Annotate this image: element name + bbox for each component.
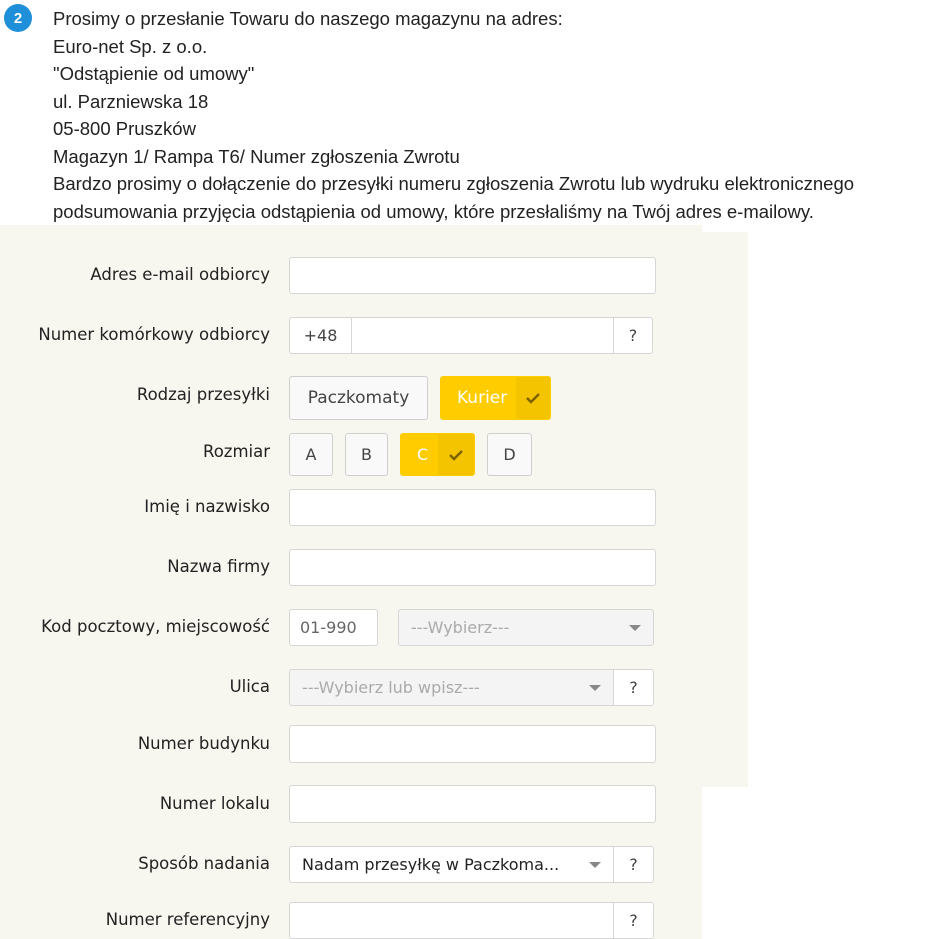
size-option-c-label: C [417,445,429,464]
reference-help-button[interactable]: ? [613,902,654,939]
row-postal [0,609,748,646]
row-email [0,257,748,294]
city-select-placeholder: ---Wybierz--- [411,618,510,637]
row-apartment [0,785,748,823]
email-input[interactable] [289,257,656,294]
street-select[interactable] [289,669,614,706]
return-instructions [53,5,933,225]
row-name [0,489,748,526]
instruction-line: Prosimy o przesłanie Towaru do naszego magazynu na adres: [53,8,563,29]
postal-code-input[interactable]: 01-990 [289,609,378,646]
send-method-value: Nadam przesyłkę w Paczkoma... [302,855,560,874]
row-shipment-type [0,376,748,420]
shipment-type-label: Rodzaj przesyłki [136,385,270,404]
instruction-line: podsumowania przyjęcia odstąpienia od umowy, które przesłaliśmy na Twój adres e-mailowy. [53,200,814,222]
step-badge: 2 [4,4,32,32]
option-paczkomaty[interactable]: Paczkomaty [289,376,428,420]
send-method-label: Sposób nadania [138,854,270,873]
size-label: Rozmiar [202,442,270,461]
apartment-number-input[interactable] [289,785,656,823]
send-method-select[interactable] [289,846,614,883]
check-icon [516,377,550,419]
row-reference [0,902,748,939]
phone-label: Numer komórkowy odbiorcy [38,325,270,344]
street-label: Ulica [229,677,270,696]
company-input[interactable] [289,549,656,586]
email-label: Adres e-mail odbiorcy [90,265,270,284]
phone-help-button[interactable]: ? [613,317,653,354]
row-building [0,725,748,763]
instruction-line: ul. Parzniewska 18 [53,90,209,112]
phone-input[interactable] [351,317,614,354]
row-street [0,669,748,706]
phone-prefix: +48 [289,317,352,354]
postal-label: Kod pocztowy, miejscowość [41,617,270,636]
chevron-down-icon [629,625,641,631]
instruction-line: Bardzo prosimy o dołączenie do przesyłki numeru zgłoszenia Zwrotu lub wydruku elektronicznego [53,173,855,194]
size-option-a[interactable]: A [289,433,333,476]
name-label: Imię i nazwisko [144,497,270,516]
building-number-input[interactable] [289,725,656,763]
instruction-line: Euro-net Sp. z o.o. [53,35,208,57]
instruction-line: 05-800 Pruszków [53,118,196,139]
instruction-line: "Odstąpienie od umowy" [53,63,255,84]
apartment-label: Numer lokalu [159,794,270,813]
row-send-method [0,846,748,883]
row-company [0,549,748,586]
instruction-line: Magazyn 1/ Rampa T6/ Numer zgłoszenia Zwrotu [53,145,460,167]
size-option-b[interactable]: B [345,433,388,476]
street-select-placeholder: ---Wybierz lub wpisz--- [302,678,480,697]
street-help-button[interactable]: ? [613,669,654,706]
chevron-down-icon [589,685,601,691]
row-phone [0,317,748,354]
building-label: Numer budynku [137,734,270,753]
company-label: Nazwa firmy [167,557,270,576]
check-icon [438,434,474,475]
size-option-c[interactable] [400,433,475,476]
reference-input[interactable] [289,902,614,939]
reference-label: Numer referencyjny [105,910,270,929]
city-select[interactable] [398,609,654,646]
option-kurier-label: Kurier [457,388,508,408]
send-method-help-button[interactable]: ? [613,846,654,883]
size-option-d[interactable]: D [487,433,532,476]
row-size [0,433,748,476]
chevron-down-icon [589,862,601,868]
name-input[interactable] [289,489,656,526]
option-kurier[interactable] [440,376,551,420]
